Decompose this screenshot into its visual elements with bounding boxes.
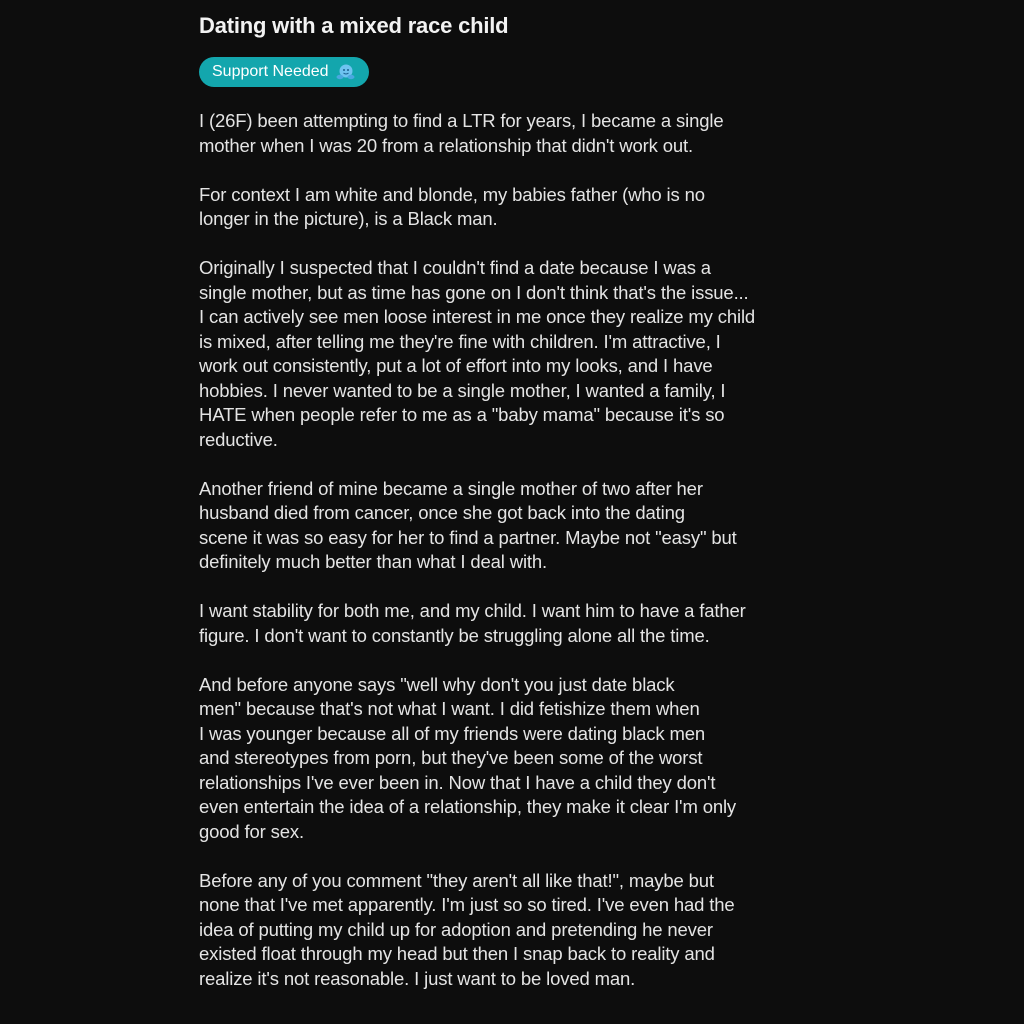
text-line: hobbies. I never wanted to be a single mother, I wanted a family, I — [199, 379, 726, 401]
text-line: Another friend of mine became a single mother of two after her — [199, 477, 703, 499]
text-line: scene it was so easy for her to find a partner. Maybe not "easy" but — [199, 526, 737, 548]
flair-badge[interactable] — [199, 57, 369, 87]
hugging-icon — [335, 63, 355, 81]
text-line: Before any of you comment "they aren't all like that!", maybe but — [199, 869, 714, 891]
text-line: I was younger because all of my friends were dating black men — [199, 722, 706, 744]
post-paragraph — [199, 109, 839, 158]
text-line: idea of putting my child up for adoption and pretending he never — [199, 918, 713, 940]
post-paragraph — [199, 256, 839, 452]
post-title: Dating with a mixed race child — [199, 13, 509, 38]
text-line: I (26F) been attempting to find a LTR for years, I became a single — [199, 110, 724, 131]
post — [199, 12, 839, 1016]
text-line: even entertain the idea of a relationship, they make it clear I'm only — [199, 796, 737, 817]
flair-label: Support Needed — [212, 63, 329, 80]
text-line: reductive. — [199, 428, 278, 450]
post-paragraph — [199, 869, 839, 992]
text-line: husband died from cancer, once she got back into the dating — [199, 502, 685, 523]
text-line: single mother, but as time has gone on I don't think that's the issue... — [199, 281, 749, 303]
text-line: Originally I suspected that I couldn't find a date because I was a — [199, 257, 711, 278]
text-line: longer in the picture), is a Black man. — [199, 208, 498, 229]
text-line: figure. I don't want to constantly be struggling alone all the time. — [199, 624, 710, 646]
text-line: work out consistently, put a lot of effort into my looks, and I have — [199, 355, 713, 376]
text-line: realize it's not reasonable. I just want to be loved man. — [199, 967, 636, 989]
post-paragraph — [199, 477, 839, 575]
text-line: is mixed, after telling me they're fine with children. I'm attractive, I — [199, 330, 721, 352]
text-line: I can actively see men loose interest in me once they realize my child — [199, 306, 756, 327]
post-paragraph — [199, 673, 839, 845]
text-line: And before anyone says "well why don't you just date black — [199, 673, 675, 695]
post-paragraph — [199, 183, 839, 232]
text-line: I want stability for both me, and my child. I want him to have a father — [199, 600, 746, 621]
text-line: HATE when people refer to me as a "baby mama" because it's so — [199, 404, 725, 425]
text-line: For context I am white and blonde, my babies father (who is no — [199, 183, 705, 205]
text-line: existed float through my head but then I snap back to reality and — [199, 943, 715, 964]
post-paragraph — [199, 599, 839, 648]
text-line: and stereotypes from porn, but they've been some of the worst — [199, 747, 703, 768]
text-line: good for sex. — [199, 820, 305, 842]
text-line: none that I've met apparently. I'm just so so tired. I've even had the — [199, 894, 735, 915]
text-line: relationships I've ever been in. Now that I have a child they don't — [199, 771, 716, 793]
text-line: men" because that's not what I want. I did fetishize them when — [199, 698, 700, 719]
post-body — [199, 109, 839, 991]
text-line: mother when I was 20 from a relationship that didn't work out. — [199, 134, 693, 156]
text-line: definitely much better than what I deal with. — [199, 551, 548, 572]
